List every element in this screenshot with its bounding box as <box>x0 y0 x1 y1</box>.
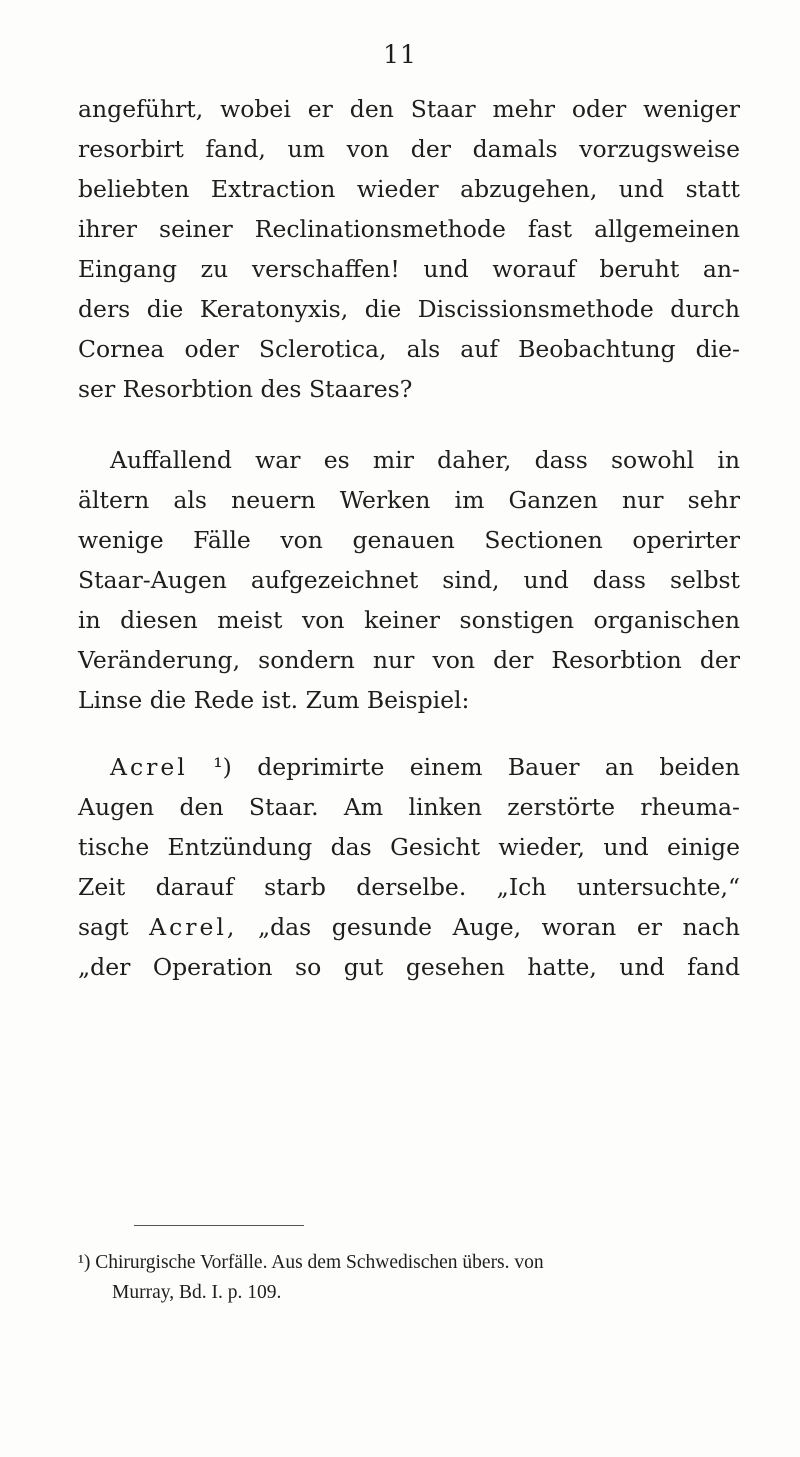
text-line: Cornea oder Sclerotica, als auf Beobachtung die- <box>78 335 740 363</box>
text-line: Auffallend war es mir daher, dass sowohl in <box>110 446 740 474</box>
text-line: angeführt, wobei er den Staar mehr oder weniger <box>78 95 740 123</box>
text-line: Augen den Staar. Am linken zerstörte rheuma- <box>78 793 740 821</box>
text-line: Veränderung, sondern nur von der Resorbtion der <box>78 646 740 674</box>
text-line: Linse die Rede ist. Zum Beispiel: <box>78 686 470 714</box>
text-fragment: sagt <box>78 913 129 941</box>
text-line: ältern als neuern Werken im Ganzen nur sehr <box>78 486 740 514</box>
text-line: ders die Keratonyxis, die Discissionsmethode durch <box>78 295 740 323</box>
text-line: wenige Fälle von genauen Sectionen operirter <box>78 526 740 554</box>
text-fragment: „das gesunde Auge, woran er nach <box>257 913 740 941</box>
text-line <box>78 912 740 942</box>
text-line: ihrer seiner Reclinationsmethode fast allgemeinen <box>78 215 740 243</box>
text-line: ser Resorbtion des Staares? <box>78 375 413 403</box>
footnote-divider <box>134 1225 304 1226</box>
text-line: resorbirt fand, um von der damals vorzugsweise <box>78 135 740 163</box>
text-line: „der Operation so gut gesehen hatte, und fand <box>78 953 740 981</box>
footnote-line: ¹) Chirurgische Vorfälle. Aus dem Schwedischen übers. von <box>78 1252 544 1273</box>
text-line: Zeit darauf starb derselbe. „Ich untersuchte,“ <box>78 873 740 901</box>
text-line: beliebten Extraction wieder abzugehen, und statt <box>78 175 740 203</box>
footnote-line: Murray, Bd. I. p. 109. <box>112 1282 282 1303</box>
page-number: 11 <box>383 40 417 69</box>
text-line <box>78 752 740 782</box>
author-name: Acrel, <box>149 913 238 941</box>
text-line: in diesen meist von keiner sonstigen organischen <box>78 606 740 634</box>
text-line: tische Entzündung das Gesicht wieder, und einige <box>78 833 740 861</box>
text-fragment: ¹) deprimirte einem Bauer an beiden <box>213 753 740 781</box>
text-line: Staar-Augen aufgezeichnet sind, und dass selbst <box>78 566 740 594</box>
author-name: Acrel <box>110 753 188 781</box>
text-line: Eingang zu verschaffen! und worauf beruht an- <box>78 255 740 283</box>
